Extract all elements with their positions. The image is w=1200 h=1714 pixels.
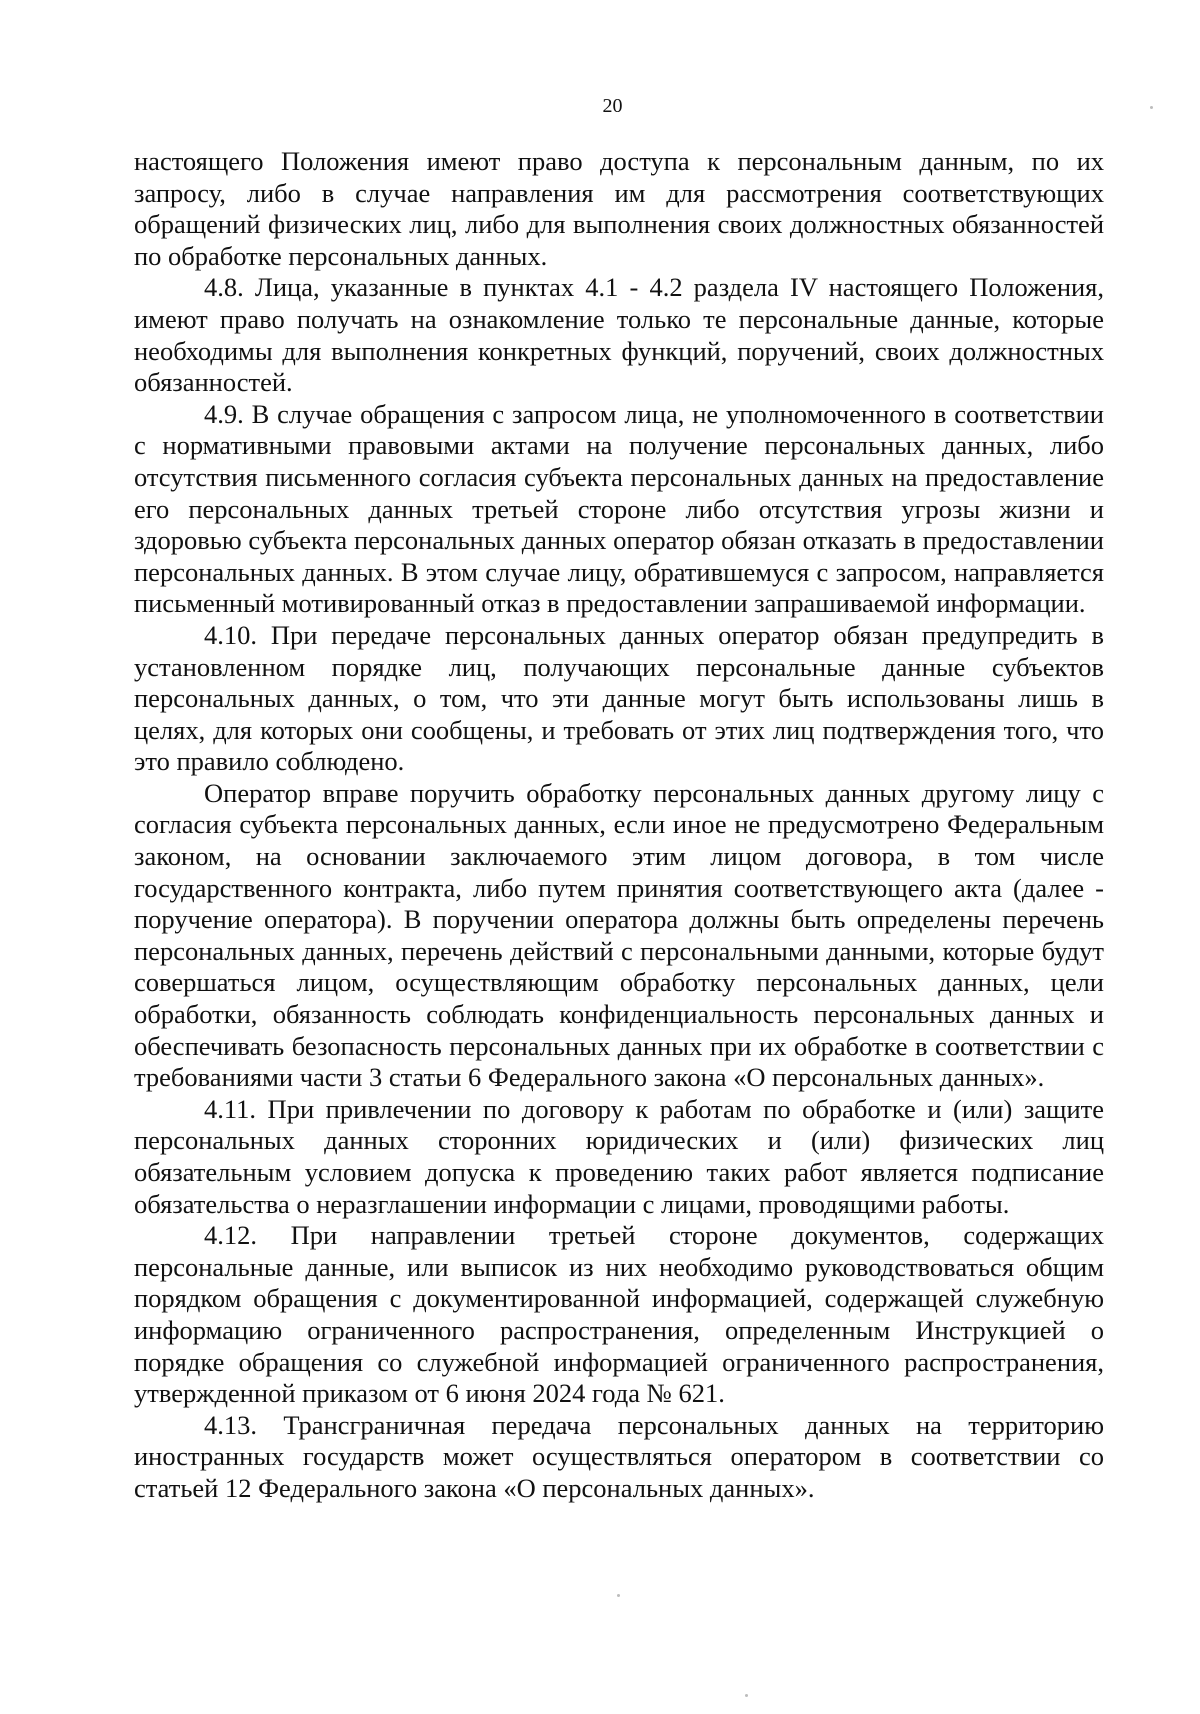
paragraph-4-8: 4.8. Лица, указанные в пунктах 4.1 - 4.2 раздела IV настоящего Положения, имеют право получать на ознакомление только те персональные данные, которые необходимы для выполнения конкретных функций, поручений, своих должностных обязанностей.: [134, 272, 1104, 398]
paragraph-4-11: 4.11. При привлечении по договору к работам по обработке и (или) защите персональных данных сторонних юридических и (или) физических лиц обязательным условием допуска к проведению таких работ является подписание обязательства о неразглашении информации с лицами, проводящими работы.: [134, 1093, 1104, 1219]
scan-speck: [617, 1594, 620, 1597]
paragraph-4-9: 4.9. В случае обращения с запросом лица, не уполномоченного в соответствии с нормативными правовыми актами на получение персональных данных, либо отсутствия письменного согласия субъекта персональных данных на предоставление его персональных данных третьей стороне либо отсутствия угрозы жизни и здоровью субъекта персональных данных оператор обязан отказать в предоставлении персональных данных. В этом случае лицу, обратившемуся с запросом, направляется письменный мотивированный отказ в предоставлении запрашиваемой информации.: [134, 398, 1104, 619]
document-body: [134, 146, 1104, 1505]
paragraph-4-10: 4.10. При передаче персональных данных оператор обязан предупредить в установленном порядке лиц, получающих персональные данные субъектов персональных данных, о том, что эти данные могут быть использованы лишь в целях, для которых они сообщены, и требовать от этих лиц подтверждения того, что это правило соблюдено.: [134, 619, 1104, 777]
page-number: 20: [602, 95, 623, 117]
paragraph-operator-assignment: Оператор вправе поручить обработку персональных данных другому лицу с согласия субъекта персональных данных, если иное не предусмотрено Федеральным законом, на основании заключаемого этим лицом договора, в том числе государственного контракта, либо путем принятия соответствующего акта (далее - поручение оператора). В поручении оператора должны быть определены перечень персональных данных, перечень действий с персональными данными, которые будут совершаться лицом, осуществляющим обработку персональных данных, цели обработки, обязанность соблюдать конфиденциальность персональных данных и обеспечивать безопасность персональных данных при их обработке в соответствии с требованиями части 3 статьи 6 Федерального закона «О персональных данных».: [134, 777, 1104, 1093]
paragraph-4-12: 4.12. При направлении третьей стороне документов, содержащих персональные данные, или выписок из них необходимо руководствоваться общим порядком обращения с документированной информацией, содержащей служебную информацию ограниченного распространения, определенным Инструкцией о порядке обращения со служебной информацией ограниченного распространения, утвержденной приказом от 6 июня 2024 года № 621.: [134, 1220, 1104, 1409]
paragraph-4-13: 4.13. Трансграничная передача персональных данных на территорию иностранных государств может осуществляться оператором в соответствии со статьей 12 Федерального закона «О персональных данных».: [134, 1409, 1104, 1503]
paragraph-continuation: настоящего Положения имеют право доступа к персональным данным, по их запросу, либо в случае направления им для рассмотрения соответствующих обращений физических лиц, либо для выполнения своих должностных обязанностей по обработке персональных данных.: [134, 146, 1104, 271]
scan-speck: [1150, 106, 1153, 109]
scan-speck: [745, 1694, 748, 1697]
